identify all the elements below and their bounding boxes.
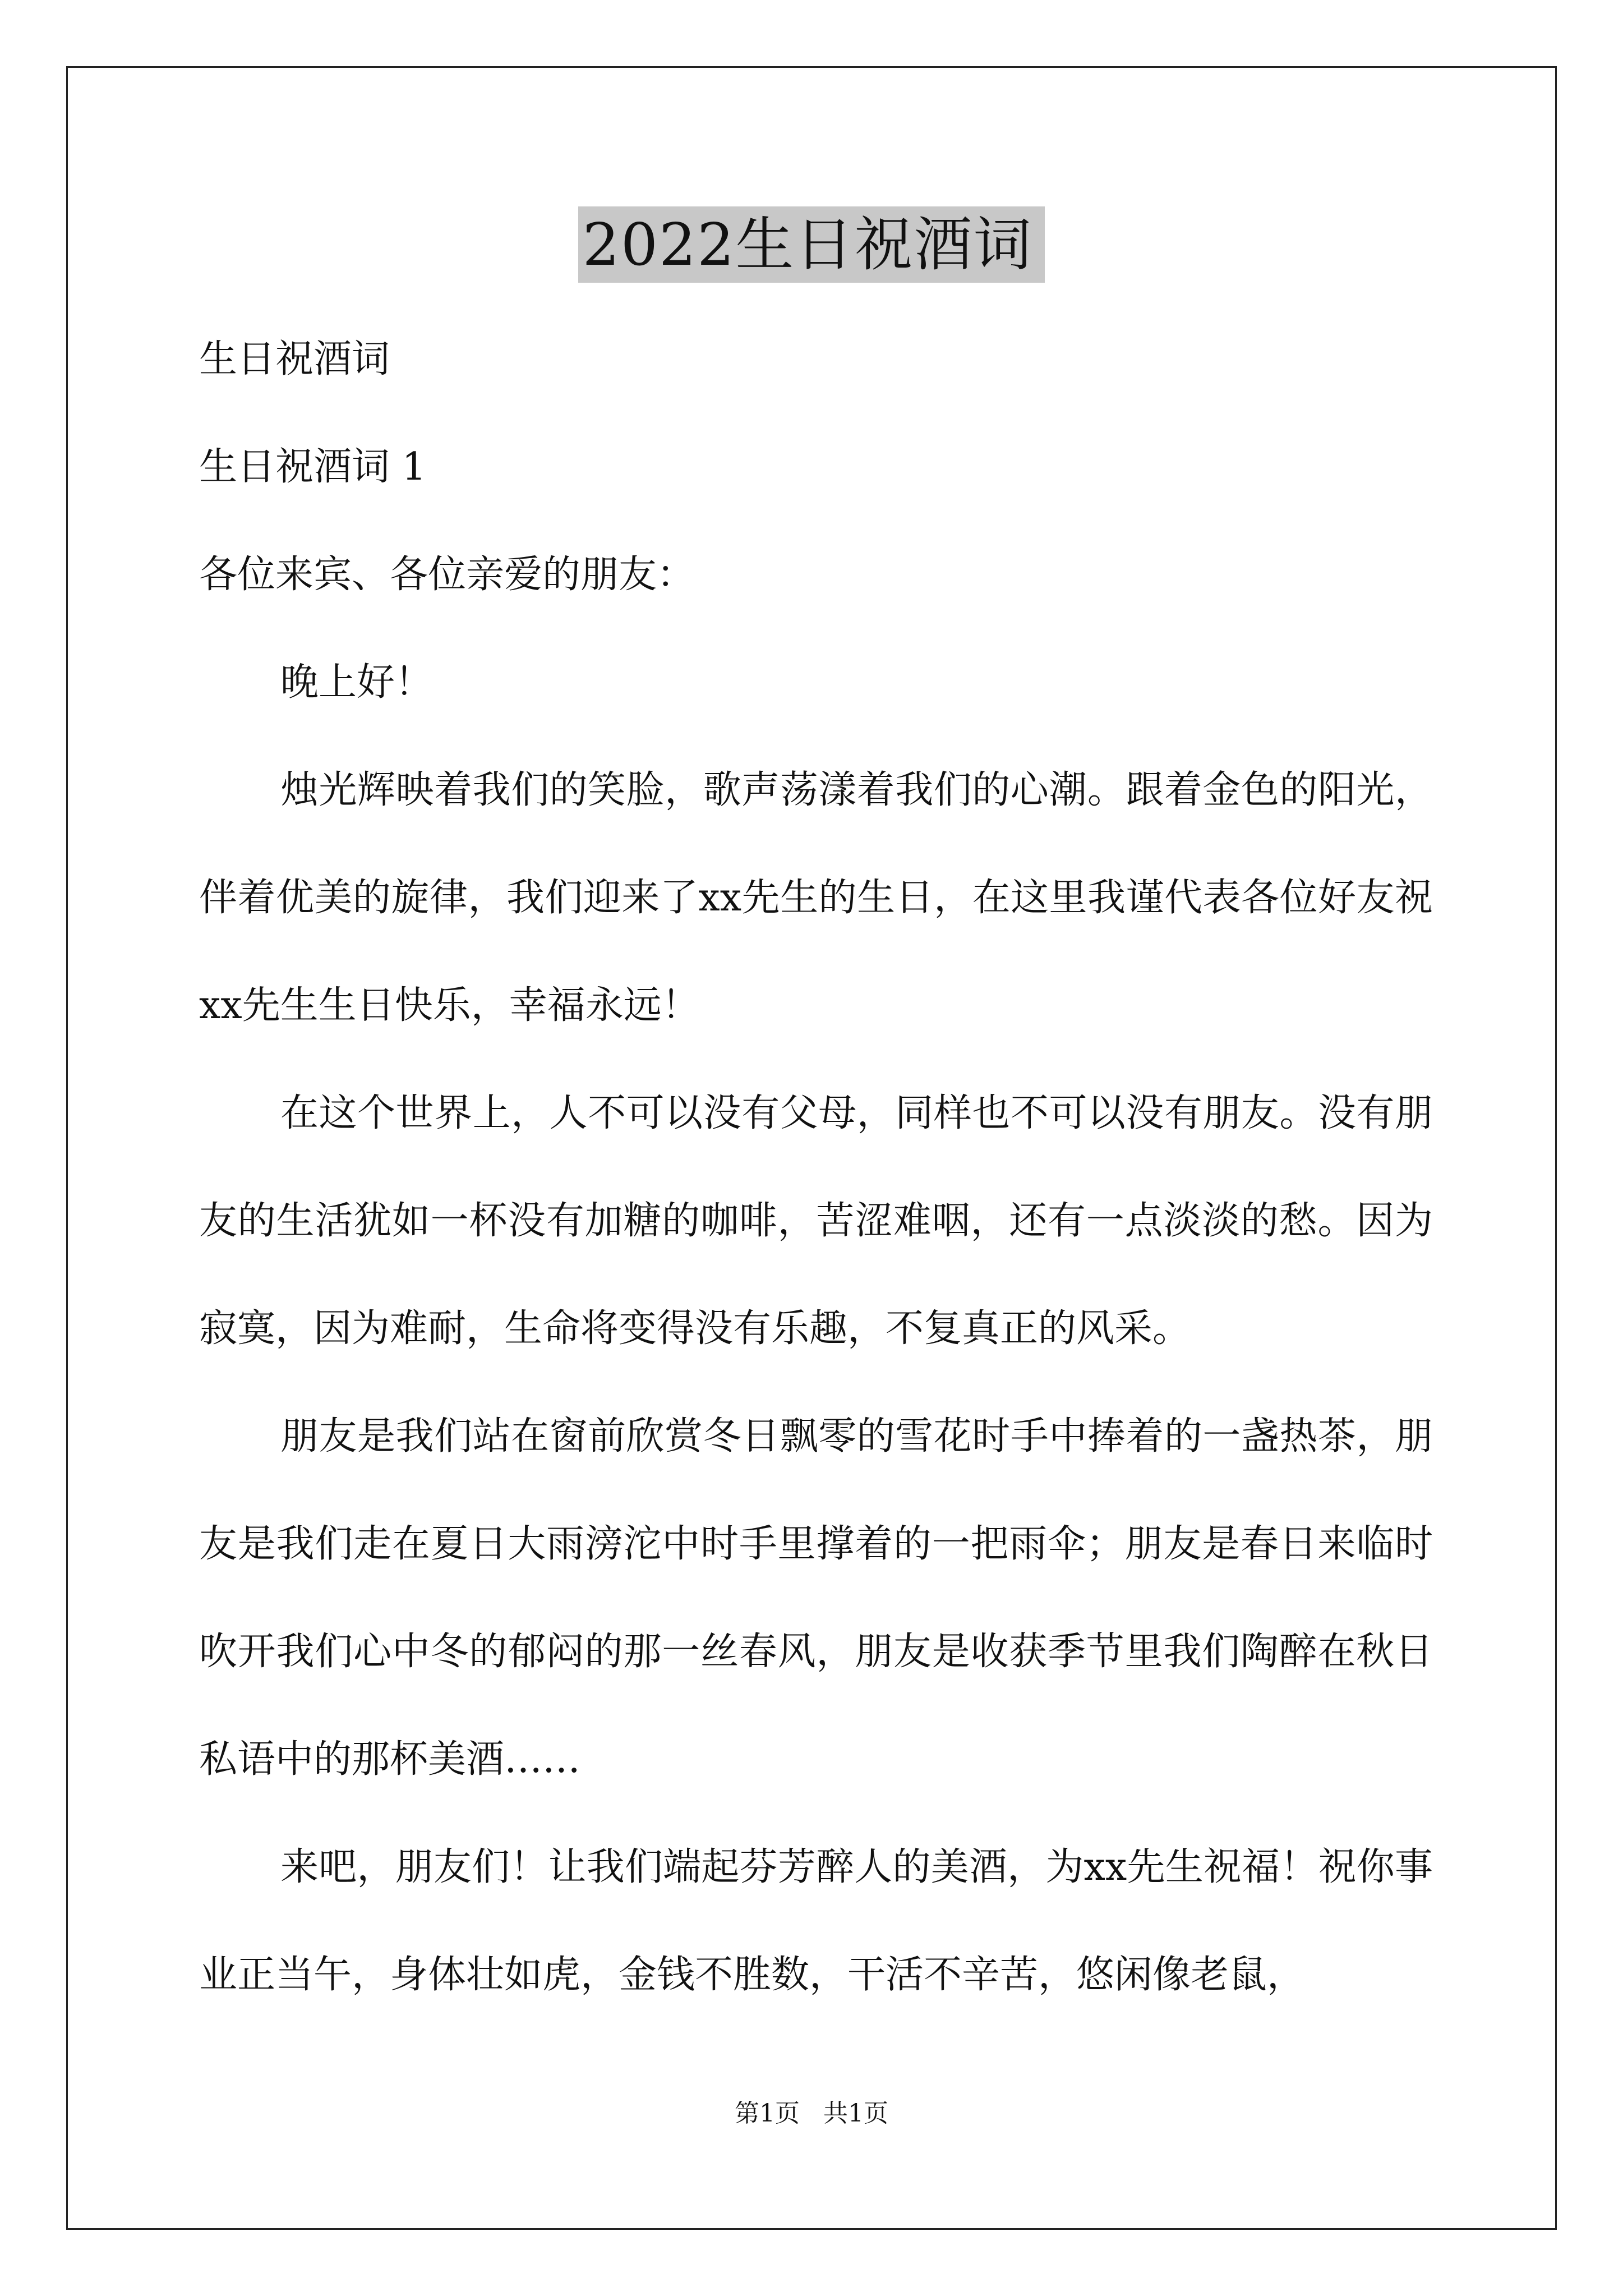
- title-container: [0, 206, 1623, 283]
- page-footer: 第1页 共1页: [735, 2099, 888, 2128]
- paragraph: 朋友是我们站在窗前欣赏冬日飘零的雪花时手中捧着的一盏热茶，朋友是我们走在夏日大雨滂沱中时手里撑着的一把雨伞；朋友是春日来临时吹开我们心中冬的郁闷的那一丝春风，朋友是收获季节里我们陶醉在秋日私语中的那杯美酒……: [199, 1414, 1433, 1782]
- document-body: [199, 306, 1433, 2029]
- section-heading: 生日祝酒词 1: [199, 445, 426, 489]
- greeting: 晚上好！: [280, 660, 434, 705]
- paragraph: 烛光辉映着我们的笑脸，歌声荡漾着我们的心潮。跟着金色的阳光，伴着优美的旋律，我们迎来了xx先生的生日，在这里我谨代表各位好友祝xx先生生日快乐，幸福永远！: [199, 768, 1433, 1028]
- document-title: 2022生日祝酒词: [578, 206, 1045, 283]
- paragraph: 来吧，朋友们！让我们端起芬芳醉人的美酒，为xx先生祝福！祝你事业正当午，身体壮如虎，金钱不胜数，干活不辛苦，悠闲像老鼠，: [199, 1845, 1433, 1997]
- paragraph: 在这个世界上，人不可以没有父母，同样也不可以没有朋友。没有朋友的生活犹如一杯没有加糖的咖啡，苦涩难咽，还有一点淡淡的愁。因为寂寞，因为难耐，生命将变得没有乐趣，不复真正的风采。: [199, 1091, 1433, 1351]
- subtitle: 生日祝酒词: [199, 337, 390, 381]
- salutation: 各位来宾、各位亲爱的朋友：: [199, 553, 695, 597]
